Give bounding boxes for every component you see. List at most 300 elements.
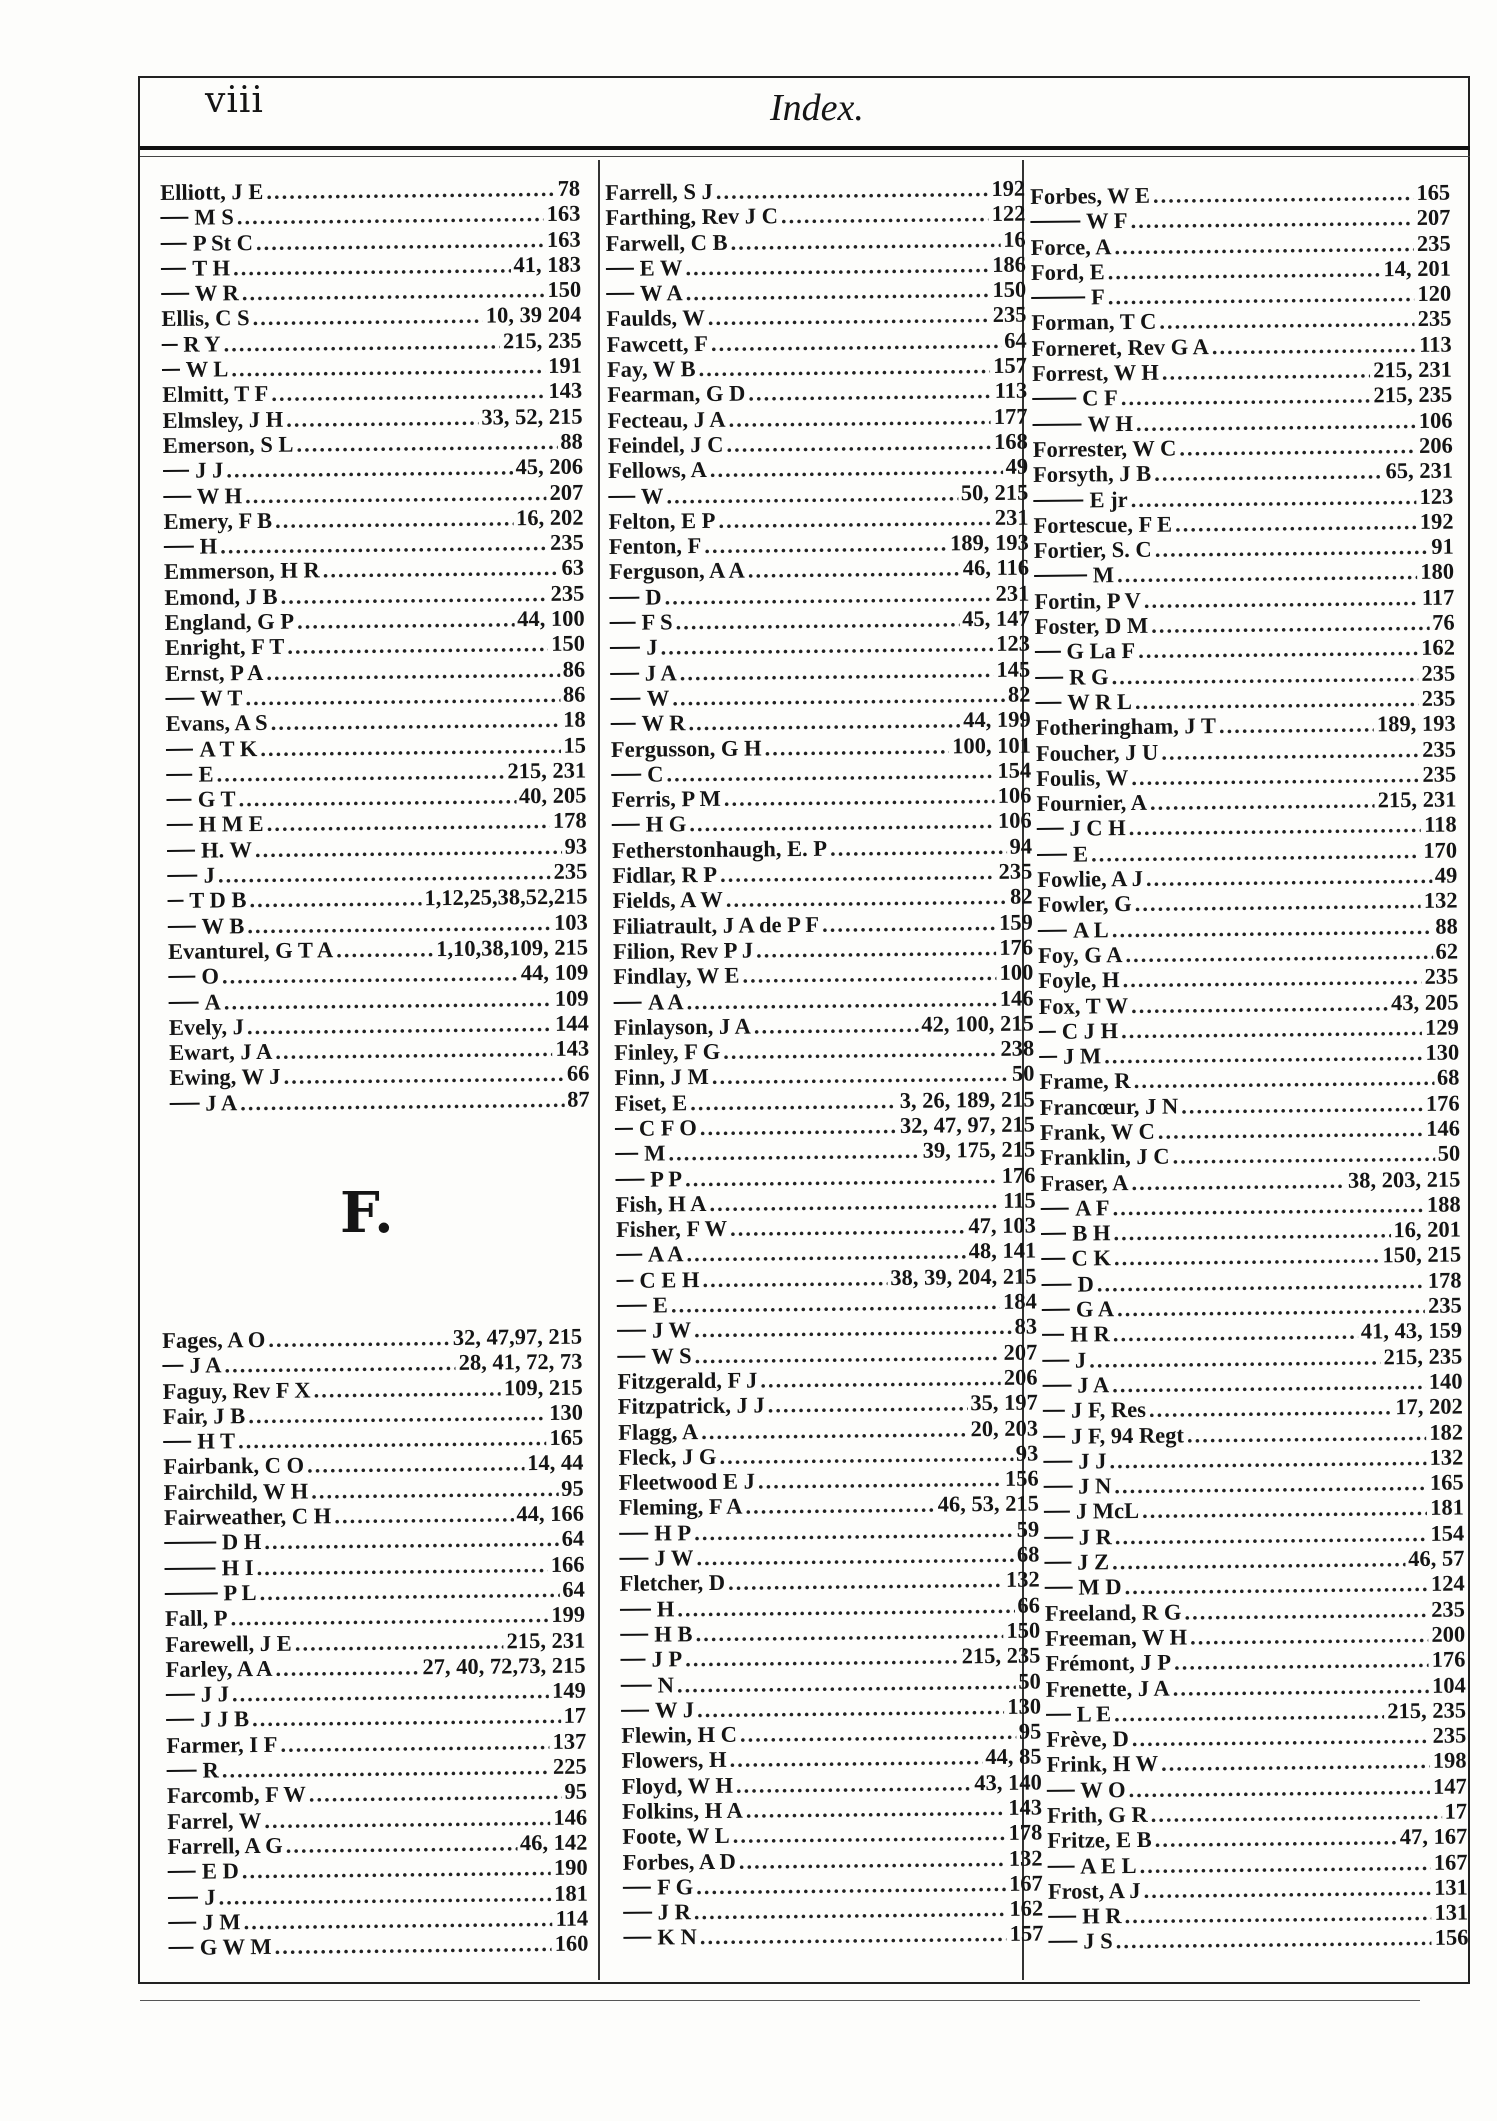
entry-name: Floyd, W H — [621, 1772, 734, 1799]
ditto-dash — [1047, 1789, 1075, 1791]
leader-dots — [740, 1719, 1016, 1747]
entry-name: Fields, A W — [612, 887, 723, 914]
entry-name: Foster, D M — [1034, 612, 1149, 640]
leader-dots — [720, 859, 996, 887]
entry-name: Fenton, F — [608, 533, 702, 560]
ditto-dash — [1041, 1208, 1069, 1210]
entry-pages: 106 — [997, 807, 1032, 834]
entry-pages: 181 — [554, 1880, 589, 1906]
leader-dots — [1113, 1319, 1358, 1347]
leader-dots — [252, 1703, 561, 1732]
entry-pages: 206 — [1418, 432, 1453, 458]
entry-name: A F — [1075, 1195, 1110, 1221]
ditto-dash — [169, 1001, 199, 1003]
entry-name: M — [644, 1140, 666, 1166]
entry-pages: 192 — [991, 175, 1026, 201]
entry-name: M S — [194, 204, 234, 230]
entry-name: M D — [1078, 1574, 1122, 1600]
leader-dots — [1124, 1571, 1428, 1599]
leader-dots — [685, 1163, 999, 1192]
ditto-dash — [619, 1558, 648, 1560]
entry-name: Fetherstonhaugh, E. P — [611, 835, 828, 863]
ditto-dash — [1042, 1309, 1070, 1311]
leader-dots — [1108, 256, 1381, 284]
entry-name: A A — [647, 1241, 684, 1268]
entry-name: Fergusson, G H — [610, 734, 762, 762]
leader-dots — [248, 1400, 546, 1428]
ditto-dash — [1044, 1562, 1071, 1564]
entry-name: H M E — [198, 811, 264, 838]
entry-pages: 15 — [563, 732, 587, 758]
leader-dots — [686, 985, 997, 1014]
entry-pages: 103 — [553, 909, 588, 935]
entry-pages: 235 — [992, 302, 1027, 328]
entry-name: E — [652, 1292, 668, 1318]
ditto-dash — [1039, 1031, 1056, 1033]
entry-pages: 124 — [1430, 1570, 1465, 1597]
entry-pages: 130 — [1425, 1039, 1460, 1066]
ditto-dash — [162, 369, 180, 371]
entry-pages: 109 — [554, 985, 589, 1011]
entry-pages: 3, 26, 189, 215 — [899, 1086, 1035, 1113]
ditto-dash — [163, 470, 189, 472]
ditto-dash — [165, 698, 194, 700]
entry-pages: 176 — [999, 934, 1034, 960]
entry-pages: 162 — [1420, 634, 1456, 661]
leader-dots — [739, 1845, 1006, 1873]
entry-name: Flowers, H — [621, 1747, 727, 1774]
leader-dots — [1150, 788, 1375, 816]
ditto-dash — [615, 1178, 644, 1180]
entry-pages: 88 — [560, 428, 583, 454]
entry-name: A A — [647, 988, 684, 1015]
entry-pages: 95 — [1018, 1718, 1042, 1744]
leader-dots — [232, 1678, 549, 1707]
entry-name: J M — [1062, 1043, 1102, 1069]
entry-pages: 235 — [1422, 736, 1457, 762]
entry-name: T D B — [189, 887, 247, 914]
leader-dots — [1108, 281, 1415, 310]
entry-name: Frémont, J P — [1045, 1649, 1172, 1677]
leader-dots — [1154, 459, 1383, 487]
ditto-dash — [160, 217, 188, 219]
ditto-dash — [168, 1896, 198, 1898]
entry-name: A — [204, 988, 221, 1015]
leader-dots — [685, 1644, 959, 1672]
entry-name: A E L — [1080, 1852, 1137, 1879]
entry-name: Fairchild, W H — [163, 1478, 309, 1505]
entry-name: Fall, P — [164, 1605, 228, 1632]
entry-name: Foy, G A — [1037, 941, 1123, 968]
running-title: Index. — [770, 87, 864, 129]
ditto-dash — [1045, 1587, 1073, 1589]
leader-dots — [718, 505, 992, 533]
leader-dots — [280, 581, 547, 609]
entry-pages: 59 — [1016, 1516, 1040, 1542]
leader-dots — [1153, 180, 1414, 208]
entry-name: Filion, Rev P J — [612, 937, 754, 964]
entry-name: W F — [1085, 208, 1128, 234]
entry-name: E — [1072, 841, 1089, 867]
entry-name: Fairbank, C O — [163, 1453, 305, 1480]
ditto-dash — [165, 1567, 216, 1570]
entry-pages: 118 — [1424, 811, 1457, 838]
index-entry — [1048, 1925, 1468, 1955]
entry-name: C E H — [639, 1266, 700, 1293]
leader-dots — [694, 1314, 1012, 1343]
entry-name: Forbes, W E — [1030, 182, 1151, 209]
entry-name: W S — [651, 1342, 692, 1369]
leader-dots — [696, 1871, 1006, 1900]
leader-dots — [323, 555, 559, 583]
entry-pages: 143 — [548, 377, 583, 404]
ditto-dash — [610, 622, 636, 624]
leader-dots — [226, 455, 512, 483]
entry-pages: 32, 47, 97, 215 — [899, 1111, 1036, 1138]
entry-pages: 32, 47,97, 215 — [452, 1323, 583, 1350]
entry-pages: 189, 193 — [949, 529, 1029, 556]
leader-dots — [1097, 1268, 1425, 1297]
entry-name: Freeland, R G — [1044, 1599, 1182, 1626]
entry-name: Emond, J B — [164, 583, 278, 610]
index-entry — [170, 1086, 590, 1116]
leader-dots — [666, 480, 958, 508]
entry-pages: 170 — [1423, 837, 1458, 863]
ditto-dash — [612, 824, 640, 826]
leader-dots — [1172, 1141, 1434, 1169]
leader-dots — [686, 277, 990, 305]
leader-dots — [680, 657, 994, 686]
entry-name: Fritze, E B — [1047, 1827, 1152, 1854]
entry-name: Evely, J — [168, 1013, 245, 1040]
entry-name: J — [1074, 1347, 1087, 1373]
leader-dots — [1114, 1470, 1427, 1499]
leader-dots — [728, 1567, 1003, 1595]
entry-name: Flagg, A — [617, 1418, 699, 1445]
leader-dots — [264, 1805, 550, 1833]
entry-name: C F — [1081, 385, 1118, 411]
entry-pages: 198 — [1432, 1747, 1467, 1774]
entry-name: Fraser, A — [1040, 1169, 1129, 1196]
entry-name: B H — [1072, 1220, 1111, 1246]
entry-pages: 176 — [1431, 1646, 1466, 1673]
entry-name: Ferguson, A A — [608, 558, 745, 585]
leader-dots — [256, 227, 544, 255]
leader-dots — [716, 176, 989, 204]
entry-pages: 180 — [1420, 559, 1455, 585]
leader-dots — [1190, 1622, 1429, 1650]
ditto-dash — [615, 1128, 633, 1130]
leader-dots — [1130, 205, 1413, 233]
entry-pages: 132 — [1429, 1444, 1464, 1470]
leader-dots — [660, 631, 993, 660]
leader-dots — [711, 328, 1002, 356]
entry-pages: 117 — [1421, 584, 1455, 610]
entry-name: Fowler, G — [1037, 891, 1132, 918]
leader-dots — [668, 1138, 920, 1166]
entry-pages: 45, 147 — [961, 605, 1030, 632]
entry-name: W H — [196, 482, 243, 509]
entry-pages: 178 — [1427, 1267, 1462, 1293]
entry-name: J C H — [1069, 815, 1126, 842]
entry-pages: 44, 199 — [963, 706, 1031, 733]
leader-dots — [245, 682, 560, 711]
entry-pages: 122 — [991, 200, 1026, 227]
ditto-dash — [162, 1365, 183, 1367]
entry-pages: 215, 231 — [507, 757, 587, 784]
leader-dots — [286, 404, 478, 431]
entry-name: J — [204, 1884, 216, 1910]
leader-dots — [677, 1668, 1016, 1697]
entry-pages: 235 — [1424, 963, 1459, 990]
ditto-dash — [1043, 1460, 1072, 1462]
entry-pages: 100, 101 — [952, 732, 1032, 758]
ditto-dash — [621, 1684, 652, 1686]
entry-name: Force, A — [1030, 233, 1112, 260]
leader-dots — [730, 1213, 966, 1241]
leader-dots — [672, 682, 1005, 711]
entry-name: W — [640, 482, 664, 509]
entry-pages: 95 — [564, 1778, 588, 1805]
entry-pages: 215, 235 — [1383, 1343, 1463, 1370]
entry-name: Evanturel, G T A — [167, 937, 334, 964]
ditto-dash — [606, 293, 634, 295]
leader-dots — [311, 1476, 558, 1504]
ditto-dash — [620, 1608, 651, 1610]
entry-pages: 150, 215 — [1382, 1242, 1462, 1268]
entry-pages: 200 — [1431, 1621, 1466, 1647]
ditto-dash — [617, 1330, 646, 1332]
ditto-dash — [610, 672, 639, 674]
entry-name: Fair, J B — [162, 1403, 246, 1429]
entry-name: E D — [201, 1858, 239, 1884]
leader-dots — [704, 531, 947, 559]
entry-name: J — [203, 862, 216, 888]
index-column-2 — [605, 176, 1044, 1951]
leader-dots — [1117, 1293, 1425, 1322]
entry-pages: 143 — [1008, 1794, 1043, 1820]
entry-pages: 131 — [1434, 1899, 1469, 1926]
ditto-dash — [1041, 1258, 1065, 1260]
entry-pages: 43, 140 — [974, 1769, 1042, 1795]
leader-dots — [218, 859, 551, 888]
leader-dots — [822, 910, 996, 937]
entry-name: P L — [223, 1579, 257, 1606]
leader-dots — [685, 252, 989, 280]
entry-name: J F, 94 Regt — [1070, 1422, 1185, 1449]
entry-pages: 168 — [993, 428, 1028, 454]
ditto-dash — [617, 1280, 634, 1282]
entry-name: Ewing, W J — [169, 1064, 281, 1091]
leader-dots — [1162, 358, 1371, 385]
entry-name: Fidlar, R P — [612, 861, 718, 888]
entry-name: Ernst, P A — [165, 659, 264, 686]
entry-pages: 231 — [994, 504, 1029, 530]
entry-name: H B — [654, 1621, 693, 1647]
leader-dots — [1138, 635, 1418, 663]
entry-name: C J H — [1061, 1017, 1119, 1044]
ditto-dash — [1041, 1233, 1066, 1235]
leader-dots — [1113, 1217, 1390, 1245]
entry-name: Forrest, W H — [1031, 359, 1159, 387]
entry-name: W B — [201, 912, 245, 939]
entry-name: F S — [641, 609, 673, 635]
entry-pages: 41, 43, 159 — [1360, 1317, 1463, 1344]
entry-name: Fotheringham, J T — [1035, 713, 1217, 741]
leader-dots — [1142, 1495, 1427, 1523]
ditto-dash — [1044, 1536, 1073, 1538]
leader-dots — [723, 1036, 997, 1064]
entry-name: O — [201, 963, 220, 989]
entry-pages: 176 — [1425, 1090, 1460, 1116]
entry-pages: 47, 103 — [968, 1212, 1037, 1239]
entry-pages: 231 — [995, 580, 1030, 606]
ditto-dash — [164, 1542, 216, 1545]
page-number: viii — [205, 80, 264, 121]
entry-name: Forman, T C — [1031, 309, 1157, 336]
entry-pages: 199 — [551, 1601, 586, 1628]
entry-pages: 146 — [999, 985, 1034, 1011]
leader-dots — [690, 1088, 897, 1115]
ditto-dash — [623, 1887, 651, 1889]
leader-dots — [1173, 1672, 1430, 1700]
ditto-dash — [1048, 1916, 1076, 1918]
leader-dots — [309, 1779, 562, 1807]
entry-pages: 16, 202 — [515, 504, 584, 531]
entry-pages: 113 — [994, 377, 1028, 404]
entry-pages: 86 — [562, 681, 586, 707]
leader-dots — [252, 303, 482, 331]
leader-dots — [242, 1855, 551, 1884]
entry-name: Fournier, A — [1036, 789, 1148, 817]
entry-pages: 215, 235 — [1387, 1697, 1467, 1724]
entry-name: J Z — [1077, 1549, 1110, 1575]
entry-pages: 156 — [1434, 1924, 1469, 1951]
ditto-dash — [166, 1719, 194, 1721]
entry-name: C K — [1071, 1245, 1112, 1272]
leader-dots — [728, 404, 990, 432]
ditto-dash — [1042, 1283, 1072, 1285]
leader-dots — [266, 656, 560, 684]
ditto-dash — [161, 242, 187, 244]
entry-pages: 235 — [550, 580, 585, 606]
leader-dots — [240, 1087, 564, 1116]
entry-name: Filiatrault, J A de P F — [612, 911, 820, 939]
entry-name: J A — [1077, 1372, 1110, 1398]
ditto-dash — [163, 495, 191, 497]
entry-name: Forrester, W C — [1032, 435, 1177, 462]
leader-dots — [709, 1188, 1000, 1216]
entry-pages: 104 — [1431, 1672, 1466, 1698]
entry-pages: 215, 231 — [506, 1627, 586, 1653]
column-divider — [598, 160, 600, 1980]
entry-name: Frenette, J A — [1045, 1675, 1170, 1702]
ditto-dash — [167, 849, 195, 851]
leader-dots — [255, 834, 562, 863]
entry-pages: 88 — [1435, 913, 1458, 939]
leader-dots — [1184, 1597, 1428, 1625]
entry-name: Ellis, C S — [161, 305, 250, 332]
entry-pages: 184 — [1002, 1288, 1037, 1314]
leader-dots — [1104, 1040, 1422, 1069]
entry-pages: 146 — [553, 1804, 588, 1830]
entry-pages: 166 — [550, 1551, 585, 1577]
entry-pages: 131 — [1433, 1874, 1468, 1900]
ditto-dash — [606, 268, 634, 270]
ditto-dash — [168, 1947, 193, 1949]
entry-name: Finley, F G — [614, 1038, 721, 1066]
leader-dots — [218, 1880, 551, 1909]
entry-pages: 159 — [998, 909, 1033, 935]
leader-dots — [275, 1654, 419, 1681]
leader-dots — [233, 252, 511, 280]
ditto-dash — [611, 773, 641, 775]
leader-dots — [285, 1830, 517, 1858]
leader-dots — [1115, 1521, 1428, 1550]
leader-dots — [754, 1012, 919, 1039]
entry-name: Fages, A O — [162, 1326, 266, 1353]
entry-pages: 235 — [1422, 761, 1457, 787]
entry-name: Ford, E — [1030, 259, 1105, 285]
entry-pages: 44, 166 — [516, 1500, 585, 1527]
entry-name: F — [1090, 284, 1105, 310]
ditto-dash — [168, 976, 195, 978]
leader-dots — [266, 176, 555, 204]
ditto-dash — [619, 1532, 648, 1534]
ditto-dash — [1043, 1410, 1065, 1412]
entry-name: Fletcher, D — [619, 1570, 726, 1597]
entry-pages: 130 — [1007, 1693, 1042, 1719]
entry-name: W H — [1087, 410, 1134, 437]
entry-name: Forsyth, J B — [1032, 461, 1152, 488]
entry-name: Fleck, J G — [618, 1443, 717, 1470]
entry-name: Fawcett, F — [606, 330, 709, 357]
entry-name: Elmitt, T F — [162, 381, 269, 408]
leader-dots — [768, 1391, 968, 1418]
ditto-dash — [165, 1592, 218, 1595]
leader-dots — [222, 961, 518, 989]
entry-name: J R — [657, 1899, 691, 1925]
entry-pages: 87 — [567, 1086, 590, 1112]
leader-dots — [313, 1375, 501, 1402]
entry-pages: 215, 235 — [502, 327, 582, 354]
ditto-dash — [168, 925, 196, 927]
ditto-dash — [1048, 1941, 1077, 1943]
ditto-dash — [1042, 1359, 1069, 1361]
entry-pages: 235 — [1417, 306, 1452, 332]
entry-pages: 206 — [1003, 1364, 1038, 1390]
entry-name: C — [647, 761, 664, 787]
entry-pages: 27, 40, 72,73, 215 — [422, 1652, 586, 1680]
entry-pages: 94 — [1009, 833, 1033, 859]
entry-pages: 65, 231 — [1385, 457, 1454, 484]
leader-dots — [1131, 1167, 1345, 1195]
leader-dots — [243, 1906, 552, 1935]
entry-name: J McL — [1075, 1498, 1140, 1525]
entry-pages: 14, 44 — [527, 1450, 584, 1476]
leader-dots — [1131, 484, 1417, 512]
leader-dots — [675, 606, 959, 634]
entry-pages: 49 — [1434, 862, 1458, 888]
section-letter-heading: F. — [340, 1180, 394, 1246]
entry-name: J W — [654, 1545, 694, 1571]
entry-pages: 190 — [553, 1854, 588, 1881]
entry-name: Fox, T W — [1038, 992, 1129, 1019]
leader-dots — [719, 1441, 1013, 1469]
ditto-dash — [617, 1305, 647, 1307]
leader-dots — [1181, 1091, 1423, 1119]
entry-pages: 40, 205 — [518, 782, 587, 809]
